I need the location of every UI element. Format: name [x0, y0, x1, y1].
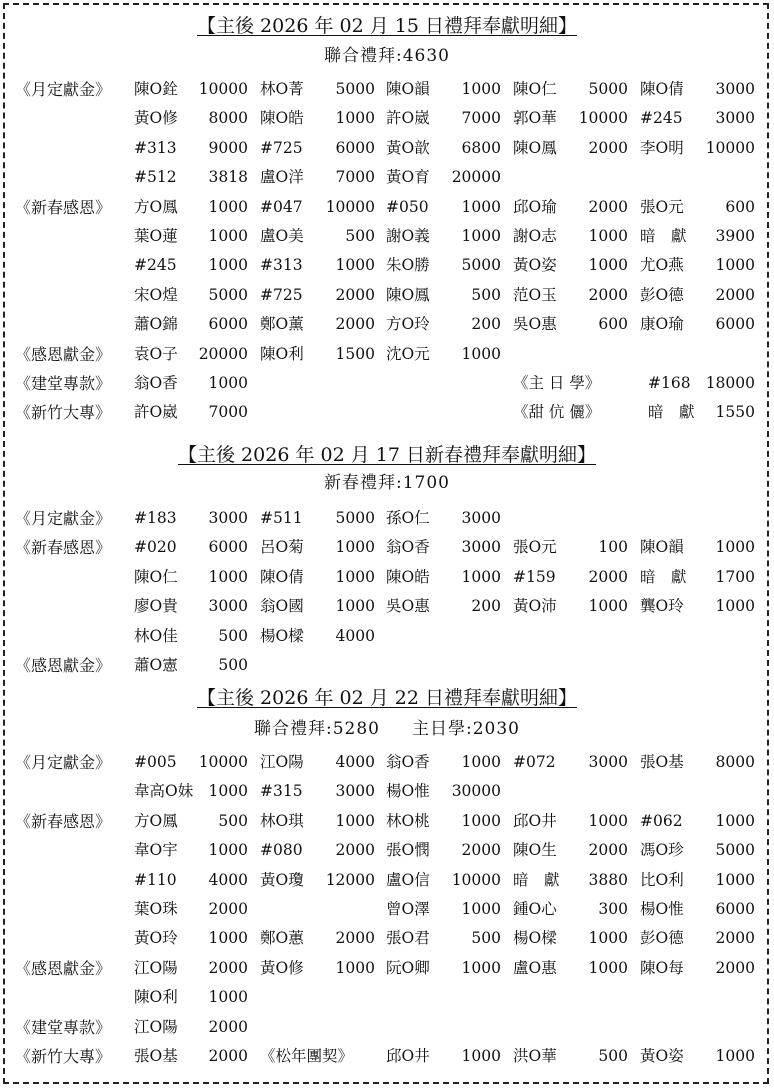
- donor-name: 黃O育: [386, 168, 430, 187]
- offering-row: [0, 924, 774, 953]
- offering-row: [0, 134, 774, 163]
- donor-name: 林O菁: [260, 80, 304, 98]
- donor-name: 陳O仁: [134, 567, 178, 586]
- offering-amount: 200: [471, 315, 501, 334]
- offering-amount: 1000: [208, 227, 248, 245]
- donor-name: #725: [260, 138, 303, 157]
- offering-amount: 3900: [715, 227, 755, 245]
- category-label: 《新春感恩》: [15, 811, 112, 831]
- donor-name: 黃O修: [260, 958, 304, 977]
- donor-name: 李O明: [640, 138, 684, 157]
- offering-row: [0, 807, 774, 836]
- offering-amount: 1500: [335, 344, 375, 363]
- section-title-text: 【主後 2026 年 02 月 15 日禮拜奉獻明細】: [197, 15, 577, 37]
- offering-row: [0, 75, 774, 104]
- offering-amount: 1000: [461, 811, 501, 830]
- donor-name: #110: [134, 870, 177, 889]
- offering-amount: 5000: [335, 509, 375, 527]
- donor-name: 楊O樑: [260, 626, 304, 645]
- offering-amount: 1000: [335, 811, 375, 830]
- service-totals: [0, 45, 774, 67]
- category-label: 《月定獻金》: [15, 509, 112, 528]
- donor-name: 蕭O錦: [134, 315, 178, 334]
- category-label: 《感恩獻金》: [15, 958, 112, 978]
- offering-amount: 3000: [208, 597, 248, 616]
- offering-amount: 1000: [335, 256, 375, 275]
- offering-amount: 5000: [461, 256, 501, 275]
- offering-amount: 10000: [451, 870, 501, 889]
- offering-amount: 3000: [715, 80, 755, 98]
- offering-amount: 3000: [588, 753, 628, 771]
- donor-name: 陳O韻: [386, 80, 430, 98]
- offering-row: [0, 251, 774, 280]
- category-label: 《月定獻金》: [15, 80, 112, 99]
- offering-amount: 2000: [588, 841, 628, 860]
- donor-name: #245: [640, 109, 683, 128]
- offering-amount: 1000: [461, 344, 501, 363]
- donor-name: #005: [134, 753, 177, 771]
- offering-row: [0, 533, 774, 562]
- offering-amount: 1000: [588, 958, 628, 977]
- offering-row: [0, 748, 774, 777]
- offering-amount: 300: [598, 900, 628, 918]
- donor-name: #512: [134, 168, 177, 187]
- donor-name: 翁O香: [134, 374, 178, 392]
- donor-name: #020: [134, 538, 177, 557]
- offering-amount: 10000: [705, 138, 755, 157]
- offering-amount: 1000: [461, 567, 501, 586]
- donor-name: 翁O國: [260, 597, 304, 616]
- offering-amount: 1000: [335, 109, 375, 128]
- offering-amount: 2000: [588, 138, 628, 157]
- offering-amount: 2000: [208, 1047, 248, 1065]
- offering-amount: 2000: [208, 958, 248, 977]
- offering-amount: 3000: [715, 109, 755, 128]
- offering-amount: 500: [218, 626, 248, 645]
- donor-name: 比O利: [640, 870, 684, 889]
- donor-name: 張O基: [640, 753, 684, 771]
- offering-amount: 20000: [451, 168, 501, 187]
- offering-amount: 2000: [588, 567, 628, 586]
- offering-amount: 1000: [208, 841, 248, 860]
- category-label: 《感恩獻金》: [15, 344, 112, 364]
- offering-row: [0, 895, 774, 924]
- offering-amount: 1550: [715, 403, 755, 422]
- offering-amount: 4000: [335, 626, 375, 645]
- donor-name: 江O陽: [260, 753, 304, 771]
- offering-amount: 1000: [461, 753, 501, 771]
- donor-name: 黃O姿: [513, 256, 557, 275]
- category-label: 《主 日 學》: [513, 374, 601, 392]
- offering-amount: 500: [218, 656, 248, 674]
- offering-amount: 10000: [325, 197, 375, 216]
- donor-name: #245: [134, 256, 177, 275]
- section-title-text: 【主後 2026 年 02 月 22 日禮拜奉獻明細】: [197, 687, 577, 709]
- donor-name: 楊O惟: [640, 900, 684, 918]
- donor-name: 暗 獻: [513, 870, 560, 889]
- donor-name: 陳O仁: [513, 80, 557, 98]
- donor-name: 陳O倩: [640, 80, 684, 98]
- donor-name: 方O鳳: [134, 811, 178, 830]
- donor-name: 張O君: [386, 929, 430, 948]
- offering-amount: 2000: [335, 315, 375, 334]
- section-title-text: 【主後 2026 年 02 月 17 日新春禮拜奉獻明細】: [178, 444, 596, 466]
- offering-amount: 1000: [208, 782, 248, 801]
- category-label: 《新春感恩》: [15, 538, 112, 558]
- offering-row: [0, 1042, 774, 1071]
- offering-amount: 1000: [208, 374, 248, 392]
- donor-name: 陳O倩: [260, 567, 304, 586]
- offering-amount: 2000: [715, 285, 755, 304]
- donor-name: 張O元: [513, 538, 557, 557]
- offering-amount: 2000: [715, 958, 755, 977]
- donor-name: 韋高O妹: [134, 782, 194, 801]
- service-total: 新春禮拜:1700: [324, 473, 450, 493]
- offering-row: [0, 651, 774, 680]
- service-total: 主日學:2030: [412, 719, 520, 739]
- offering-amount: 5000: [208, 285, 248, 304]
- offering-amount: 3000: [208, 509, 248, 527]
- offering-amount: 1000: [335, 567, 375, 586]
- donor-name: 康O瑜: [640, 315, 684, 334]
- offering-amount: 2000: [715, 929, 755, 948]
- section-title: [0, 686, 774, 710]
- offering-amount: 1000: [715, 538, 755, 557]
- offering-amount: 5000: [335, 80, 375, 98]
- offering-row: [0, 1013, 774, 1042]
- offering-amount: 1000: [588, 597, 628, 616]
- donor-name: 楊O惟: [386, 782, 430, 801]
- donor-name: 葉O蓮: [134, 227, 178, 245]
- service-total: 聯合禮拜:5280: [254, 719, 380, 739]
- donor-name: 朱O勝: [386, 256, 430, 275]
- offering-amount: 2000: [588, 285, 628, 304]
- donor-name: 翁O香: [386, 538, 430, 557]
- donor-name: 吳O惠: [386, 597, 430, 616]
- offering-amount: 3000: [461, 538, 501, 557]
- donor-name: 林O桃: [386, 811, 430, 830]
- donor-name: 盧O洋: [260, 168, 304, 187]
- offering-row: [0, 398, 774, 427]
- category-label: 《新竹大專》: [15, 1047, 112, 1066]
- donor-name: #183: [134, 509, 177, 527]
- offering-amount: 500: [471, 929, 501, 948]
- offering-amount: 10000: [578, 109, 628, 128]
- donor-name: 彭O德: [640, 929, 684, 948]
- donor-name: 陳O利: [134, 988, 178, 1007]
- donor-name: 暗 獻: [648, 403, 695, 422]
- offering-amount: 5000: [715, 841, 755, 860]
- offering-amount: 100: [598, 538, 628, 557]
- donor-name: 鄭O薰: [260, 315, 304, 334]
- donor-name: 暗 獻: [640, 227, 687, 245]
- donor-name: 范O玉: [513, 285, 557, 304]
- offering-amount: 1000: [715, 1047, 755, 1065]
- donor-name: 呂O菊: [260, 538, 304, 557]
- donor-name: #315: [260, 782, 303, 801]
- offering-amount: 1000: [208, 197, 248, 216]
- donor-name: 吳O惠: [513, 315, 557, 334]
- donor-name: 馮O珍: [640, 841, 684, 860]
- offering-amount: 6000: [335, 138, 375, 157]
- donor-name: 邱O井: [386, 1047, 430, 1065]
- donor-name: 黃O修: [134, 109, 178, 128]
- offering-row: [0, 310, 774, 339]
- offering-amount: 4000: [208, 870, 248, 889]
- donor-name: #511: [260, 509, 303, 527]
- category-label: 《感恩獻金》: [15, 656, 112, 675]
- donor-name: 張O基: [134, 1047, 178, 1065]
- donor-name: 許O崴: [134, 403, 178, 422]
- offering-amount: 200: [471, 597, 501, 616]
- donor-name: 黃O瓊: [260, 870, 304, 889]
- donor-name: 謝O志: [513, 227, 557, 245]
- donor-name: 方O鳳: [134, 197, 178, 216]
- offering-amount: 6000: [208, 538, 248, 557]
- offering-amount: 500: [345, 227, 375, 245]
- offering-amount: 1000: [715, 811, 755, 830]
- offering-amount: 1000: [715, 256, 755, 275]
- donor-name: 陳O銓: [134, 80, 178, 98]
- donor-name: 楊O樑: [513, 929, 557, 948]
- donor-name: #168: [648, 374, 691, 392]
- offering-amount: 600: [598, 315, 628, 334]
- offering-amount: 12000: [325, 870, 375, 889]
- offering-amount: 1000: [335, 597, 375, 616]
- offering-row: [0, 592, 774, 621]
- donor-name: 邱O井: [513, 811, 557, 830]
- donor-name: 邱O瑜: [513, 197, 557, 216]
- donor-name: #313: [260, 256, 303, 275]
- donor-name: #159: [513, 567, 556, 586]
- offering-amount: 3000: [461, 509, 501, 527]
- offering-amount: 6800: [461, 138, 501, 157]
- section-title: [0, 14, 774, 38]
- offering-row: [0, 866, 774, 895]
- donor-name: 陳O利: [260, 344, 304, 363]
- donor-name: 廖O貴: [134, 597, 178, 616]
- offering-amount: 1000: [461, 1047, 501, 1065]
- donor-name: 盧O惠: [513, 958, 557, 977]
- offering-row: [0, 104, 774, 133]
- donor-name: 謝O義: [386, 227, 430, 245]
- offering-amount: 1000: [715, 870, 755, 889]
- donor-name: 陳O生: [513, 841, 557, 860]
- offering-amount: 1000: [335, 538, 375, 557]
- offering-amount: 1000: [208, 988, 248, 1007]
- donor-name: 林O佳: [134, 626, 178, 645]
- donor-name: #062: [640, 811, 683, 830]
- offering-amount: 10000: [198, 753, 248, 771]
- offering-amount: 7000: [208, 403, 248, 422]
- offering-amount: 1000: [208, 929, 248, 948]
- offering-amount: 600: [725, 197, 755, 216]
- offering-amount: 1000: [335, 958, 375, 977]
- offering-amount: 8000: [208, 109, 248, 128]
- offering-amount: 1000: [588, 227, 628, 245]
- donor-name: 蕭O憲: [134, 656, 178, 674]
- donor-name: 盧O信: [386, 870, 430, 889]
- offering-amount: 1000: [715, 597, 755, 616]
- category-label: 《新竹大專》: [15, 403, 112, 423]
- donor-name: #047: [260, 197, 303, 216]
- offering-amount: 2000: [461, 841, 501, 860]
- donor-name: 郭O華: [513, 109, 557, 128]
- offering-row: [0, 163, 774, 192]
- offering-amount: 1000: [208, 256, 248, 275]
- donor-name: 方O玲: [386, 315, 430, 334]
- offering-amount: 10000: [198, 80, 248, 98]
- offering-amount: 2000: [208, 900, 248, 918]
- offering-row: [0, 340, 774, 369]
- donor-name: 陳O皓: [260, 109, 304, 128]
- category-label: 《新春感恩》: [15, 197, 112, 217]
- offering-amount: 500: [598, 1047, 628, 1065]
- offering-row: [0, 222, 774, 251]
- offering-amount: 5000: [588, 80, 628, 98]
- offering-amount: 500: [471, 285, 501, 304]
- donor-name: #313: [134, 138, 177, 157]
- donor-name: 黃O玲: [134, 929, 178, 948]
- offering-row: [0, 777, 774, 806]
- offering-amount: 1000: [461, 197, 501, 216]
- donor-name: #080: [260, 841, 303, 860]
- donor-name: #725: [260, 285, 303, 304]
- donor-name: 《松年團契》: [260, 1047, 354, 1065]
- donor-name: 陳O韻: [640, 538, 684, 557]
- donor-name: 陳O每: [640, 958, 684, 977]
- offering-amount: 18000: [705, 374, 755, 392]
- donor-name: 沈O元: [386, 344, 430, 363]
- donor-name: 曾O澤: [386, 900, 430, 918]
- donor-name: 洪O華: [513, 1047, 557, 1065]
- donor-name: 黃O姿: [640, 1047, 684, 1065]
- offering-amount: 7000: [335, 168, 375, 187]
- offering-amount: 1000: [461, 900, 501, 918]
- donor-name: 阮O卿: [386, 958, 430, 977]
- offering-row: [0, 836, 774, 865]
- offering-amount: 20000: [198, 344, 248, 363]
- offering-amount: 7000: [461, 109, 501, 128]
- offering-amount: 6000: [715, 900, 755, 918]
- offering-amount: 6000: [208, 315, 248, 334]
- offering-amount: 1000: [588, 929, 628, 948]
- offering-amount: 2000: [588, 197, 628, 216]
- donor-name: 江O陽: [134, 1017, 178, 1036]
- donor-name: 翁O香: [386, 753, 430, 771]
- donor-name: 龔O玲: [640, 597, 684, 616]
- service-totals: [0, 718, 774, 740]
- offering-amount: 1000: [461, 227, 501, 245]
- donor-name: #050: [386, 197, 429, 216]
- section-title: [0, 443, 774, 467]
- offering-amount: 4000: [335, 753, 375, 771]
- offering-amount: 6000: [715, 315, 755, 334]
- donor-name: 張O元: [640, 197, 684, 216]
- donor-name: 張O憫: [386, 841, 430, 860]
- offering-row: [0, 563, 774, 592]
- donor-name: 袁O子: [134, 344, 178, 363]
- donor-name: 鄭O蕙: [260, 929, 304, 948]
- offering-amount: 500: [218, 811, 248, 830]
- category-label: 《甜 伉 儷》: [513, 403, 601, 422]
- donor-name: 韋O宇: [134, 841, 178, 860]
- offering-amount: 3818: [208, 168, 248, 187]
- offering-amount: 8000: [715, 753, 755, 771]
- donor-name: 鍾O心: [513, 900, 557, 918]
- offering-row: [0, 622, 774, 651]
- donor-name: 暗 獻: [640, 567, 687, 586]
- donor-name: #072: [513, 753, 556, 771]
- offering-amount: 2000: [335, 929, 375, 948]
- offering-amount: 1700: [715, 567, 755, 586]
- donor-name: 孫O仁: [386, 509, 430, 527]
- offering-amount: 1000: [588, 256, 628, 275]
- donor-name: 葉O珠: [134, 900, 178, 918]
- donor-name: 陳O鳳: [386, 285, 430, 304]
- donor-name: 林O琪: [260, 811, 304, 830]
- offering-amount: 3000: [335, 782, 375, 801]
- donor-name: 宋O煌: [134, 285, 178, 304]
- offering-amount: 30000: [451, 782, 501, 801]
- offering-amount: 9000: [208, 138, 248, 157]
- offering-row: [0, 983, 774, 1012]
- offering-amount: 2000: [335, 841, 375, 860]
- donor-name: 黃O沛: [513, 597, 557, 616]
- offering-row: [0, 504, 774, 533]
- offering-row: [0, 369, 774, 398]
- category-label: 《建堂專款》: [15, 374, 112, 393]
- offering-row: [0, 954, 774, 983]
- donor-name: 陳O皓: [386, 567, 430, 586]
- donor-name: 許O崴: [386, 109, 430, 128]
- category-label: 《月定獻金》: [15, 753, 112, 772]
- offering-amount: 1000: [461, 80, 501, 98]
- donor-name: 陳O鳳: [513, 138, 557, 157]
- donor-name: 黃O歆: [386, 138, 430, 157]
- donor-name: 彭O德: [640, 285, 684, 304]
- donor-name: 尤O燕: [640, 256, 684, 275]
- donor-name: 江O陽: [134, 958, 178, 977]
- category-label: 《建堂專款》: [15, 1017, 112, 1037]
- offering-amount: 2000: [208, 1017, 248, 1036]
- offering-amount: 1000: [461, 958, 501, 977]
- offering-amount: 3880: [588, 870, 628, 889]
- service-total: 聯合禮拜:4630: [324, 46, 450, 66]
- offering-row: [0, 193, 774, 222]
- offering-row: [0, 281, 774, 310]
- offering-amount: 2000: [335, 285, 375, 304]
- donor-name: 盧O美: [260, 227, 304, 245]
- offering-amount: 1000: [588, 811, 628, 830]
- service-totals: [0, 472, 774, 494]
- offering-amount: 1000: [208, 567, 248, 586]
